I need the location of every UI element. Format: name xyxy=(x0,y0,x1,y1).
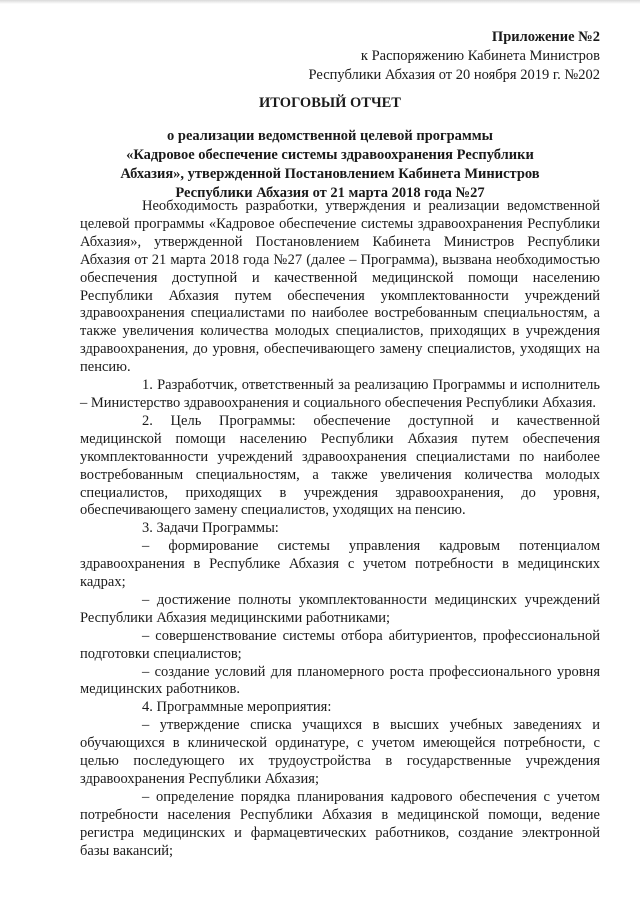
title-main: ИТОГОВЫЙ ОТЧЕТ xyxy=(259,95,401,111)
report-title xyxy=(80,94,580,203)
task-item: – совершенствование системы отбора абитуриентов, профессиональной подготовки специалистов; xyxy=(80,627,600,662)
measure-item: – утверждение списка учащихся в высших учебных заведениях и обучающихся в клинической ординатуре, с учетом имеющейся потребности, с целью последующего их трудоустройства в государственные учреждения здравоохранения Республики Абхазия; xyxy=(80,717,600,787)
task-item: – достижение полноты укомплектованности медицинских учреждений Республики Абхазия медицинскими работниками; xyxy=(80,591,600,626)
task-item: – создание условий для планомерного роста профессионального уровня медицинских работников. xyxy=(80,663,600,698)
scan-edge xyxy=(0,0,640,4)
task-item: – формирование системы управления кадровым потенциалом здравоохранения в Республике Абхазия с учетом потребности в медицинских кадрах; xyxy=(80,538,600,591)
annex-line-2: Республики Абхазия от 20 ноября 2019 г. №202 xyxy=(308,67,600,83)
title-line-2: «Кадровое обеспечение системы здравоохранения Республики xyxy=(126,147,534,163)
title-line-1: о реализации ведомственной целевой программы xyxy=(167,128,493,144)
annex-line-1: к Распоряжению Кабинета Министров xyxy=(360,48,600,64)
paragraph-measures-heading: 4. Программные мероприятия: xyxy=(142,699,332,716)
paragraph-tasks-heading: 3. Задачи Программы: xyxy=(142,520,279,537)
annex-number: Приложение №2 xyxy=(491,29,600,45)
title-line-4: Республики Абхазия от 21 марта 2018 года №27 xyxy=(175,185,485,201)
title-line-3: Абхазия», утвержденной Постановлением Кабинета Министров xyxy=(120,166,540,182)
paragraph-goal: 2. Цель Программы: обеспечение доступной и качественной медицинской помощи населению Республики Абхазия путем обеспечения укомплектованности учреждений здравоохранения специалистами по наиболее востребованным специальностям, а также увеличения количества молодых специалистов, приходящих в учреждения здравоохранения, до уровня, обеспечивающего замену специалистов, уходящих на пенсию. xyxy=(80,412,600,519)
annex-header xyxy=(309,28,600,85)
paragraph-developer: 1. Разработчик, ответственный за реализацию Программы и исполнитель – Министерство здравоохранения и социального обеспечения Республики Абхазия. xyxy=(80,377,600,411)
intro-paragraph: Необходимость разработки, утверждения и реализации ведомственной целевой программы «Кадровое обеспечение системы здравоохранения Республики Абхазия», утвержденной Постановлением Кабинета Министров Республики Абхазия от 21 марта 2018 года №27 (далее – Программа), вызвана необходимостью обеспечения доступной и качественной медицинской помощи населению Республики Абхазия путем обеспечения укомплектованности учреждений здравоохранения специалистами по наиболее востребованным специальностям, а также увеличения количества молодых специалистов, приходящих в учреждения здравоохранения, до уровня, обеспечивающего замену специалистов, уходящих на пенсию. xyxy=(80,198,600,376)
report-body xyxy=(80,198,600,861)
measure-item: – определение порядка планирования кадрового обеспечения с учетом потребности населения Республики Абхазия в медицинской помощи, ведение регистра медицинских и фармацевтических работников, создание электронной базы вакансий; xyxy=(80,788,600,859)
